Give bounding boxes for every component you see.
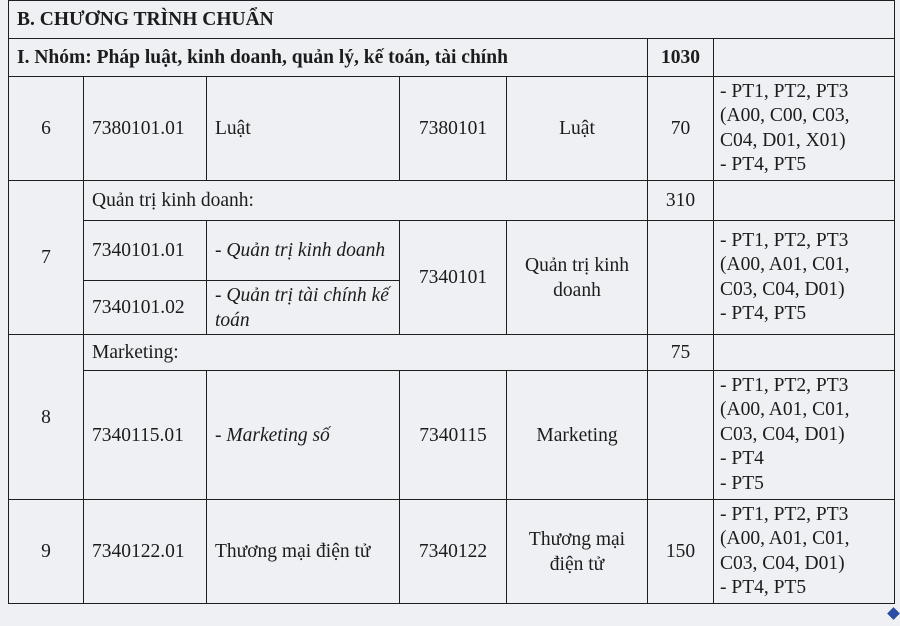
admission-methods	[714, 77, 895, 181]
program-name: - Quản trị kinh doanh	[207, 221, 400, 281]
group-quota: 1030	[648, 39, 714, 77]
table-row	[9, 371, 895, 500]
method-line: (A00, C00, C03,	[720, 105, 850, 126]
section-header-row	[9, 1, 895, 39]
admission-methods	[714, 371, 895, 500]
group-title: I. Nhóm: Pháp luật, kinh doanh, quản lý, kế toán, tài chính	[9, 39, 648, 77]
major-name: Quản trị kinh doanh	[507, 221, 648, 335]
method-line: (A00, A01, C01,	[720, 254, 850, 275]
group-header-row	[9, 39, 895, 77]
quota: 150	[648, 500, 714, 604]
table-row	[9, 221, 895, 281]
program-code: 7340115.01	[84, 371, 207, 500]
program-code: 7340101.02	[84, 281, 207, 335]
admission-table	[8, 0, 895, 604]
quota: 70	[648, 77, 714, 181]
row-number: 9	[9, 500, 84, 604]
major-code: 7340115	[400, 371, 507, 500]
program-code: 7340101.01	[84, 221, 207, 281]
group-quota: 310	[648, 181, 714, 221]
method-line: C03, C04, D01)	[720, 552, 845, 574]
major-code: 7380101	[400, 77, 507, 181]
table-row	[9, 335, 895, 371]
method-line: - PT1, PT2, PT3	[720, 80, 849, 102]
program-name: Luật	[207, 77, 400, 181]
empty-cell	[714, 181, 895, 221]
program-name: Thương mại điện tử	[207, 500, 400, 604]
method-line: (A00, A01, C01,	[720, 528, 850, 549]
major-name: Thương mại điện tử	[507, 500, 648, 604]
empty-cell	[714, 39, 895, 77]
program-name: - Quản trị tài chính kế toán	[207, 281, 400, 335]
row-number: 6	[9, 77, 84, 181]
method-line: - PT4, PT5	[720, 303, 807, 324]
row-number: 8	[9, 335, 84, 500]
method-line: C03, C04, D01)	[720, 278, 845, 300]
method-line: - PT5	[720, 472, 764, 494]
method-line: - PT1, PT2, PT3	[720, 229, 849, 251]
table-row	[9, 500, 895, 604]
major-name: Marketing	[507, 371, 648, 500]
method-line: C04, D01, X01)	[720, 129, 846, 151]
method-line: - PT4, PT5	[720, 577, 807, 598]
group-quota: 75	[648, 335, 714, 371]
section-title: B. CHƯƠNG TRÌNH CHUẨN	[9, 1, 895, 39]
major-name: Luật	[507, 77, 648, 181]
method-line: - PT4	[720, 448, 764, 470]
method-line: C03, C04, D01)	[720, 423, 845, 445]
admission-methods	[714, 221, 895, 335]
method-line: (A00, A01, C01,	[720, 399, 850, 421]
row-number: 7	[9, 181, 84, 335]
group-name: Marketing:	[84, 335, 648, 371]
corner-mark-icon	[887, 607, 900, 620]
group-name: Quản trị kinh doanh:	[84, 181, 648, 221]
quota	[648, 221, 714, 335]
program-code: 7380101.01	[84, 77, 207, 181]
method-line: - PT1, PT2, PT3	[720, 503, 849, 525]
empty-cell	[714, 335, 895, 371]
table-row	[9, 181, 895, 221]
method-line: - PT4, PT5	[720, 154, 807, 175]
quota	[648, 371, 714, 500]
method-line: - PT1, PT2, PT3	[720, 374, 849, 396]
program-name: - Marketing số	[207, 371, 400, 500]
table-row	[9, 77, 895, 181]
major-code: 7340101	[400, 221, 507, 335]
admission-methods	[714, 500, 895, 604]
major-code: 7340122	[400, 500, 507, 604]
program-code: 7340122.01	[84, 500, 207, 604]
